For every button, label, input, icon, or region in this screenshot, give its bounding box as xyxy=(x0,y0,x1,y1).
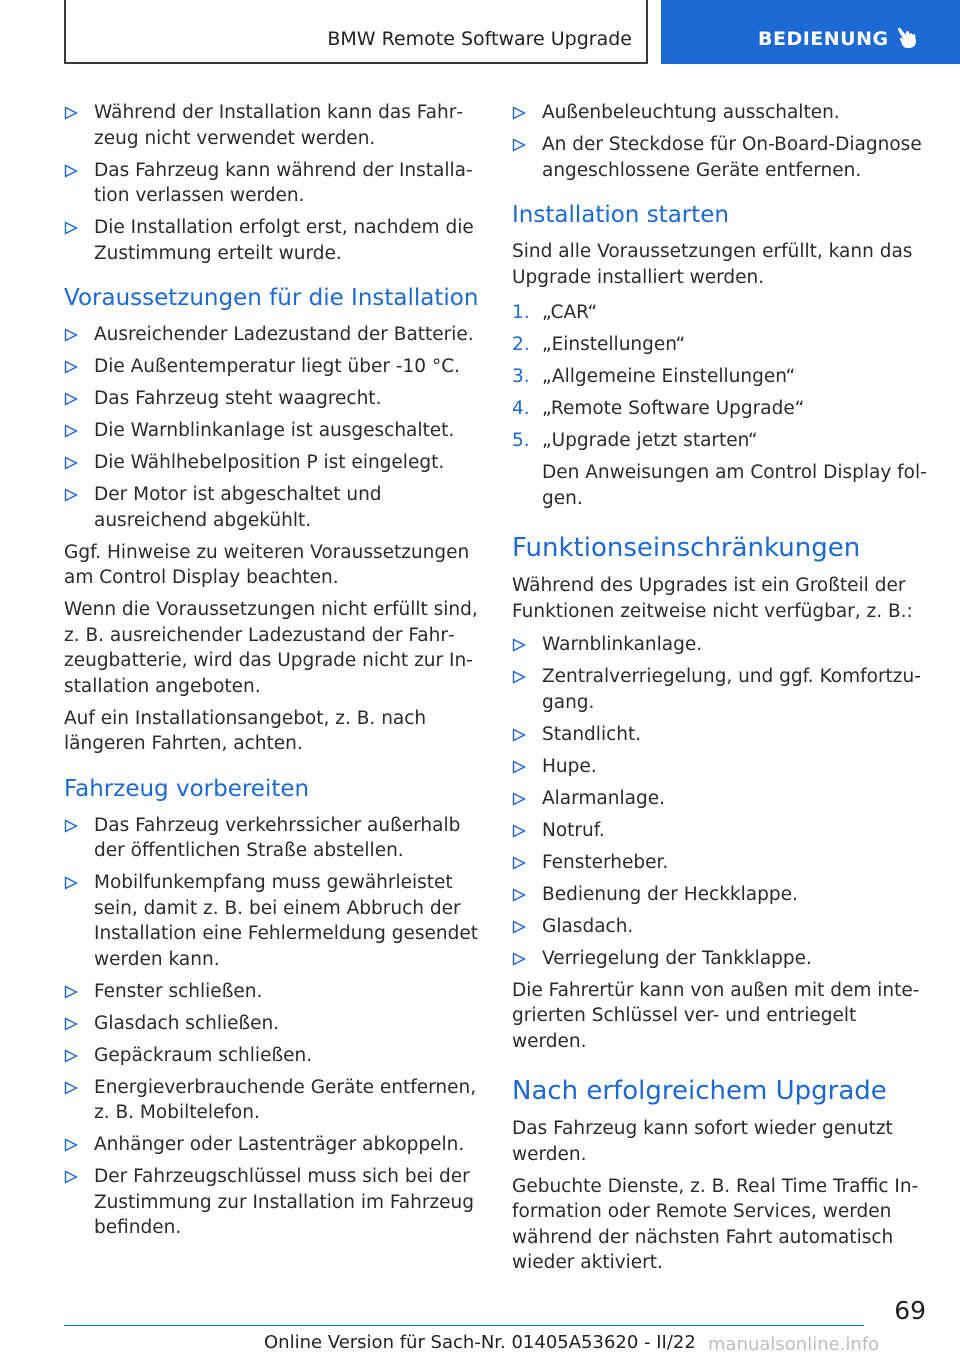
triangle-bullet-icon xyxy=(512,638,526,652)
list-item: Warnblinkanlage. xyxy=(512,632,932,658)
list-item: Die Installation erfolgt erst, nachdem die Zustimmung erteilt wurde. xyxy=(64,215,484,266)
list-item: An der Steckdose für On-Board-Diagnose angeschlossene Geräte entfernen. xyxy=(512,132,932,183)
step-item: 4. „Remote Software Upgrade“ xyxy=(512,396,932,422)
step-item: 5. „Upgrade jetzt starten“ xyxy=(512,428,932,454)
step-item: 3. „Allgemeine Einstellungen“ xyxy=(512,364,932,390)
list-item: Fensterheber. xyxy=(512,850,932,876)
list-item: Notruf. xyxy=(512,818,932,844)
list-item: Ausreichender Ladezustand der Batterie. xyxy=(64,322,484,348)
triangle-bullet-icon xyxy=(64,424,78,438)
triangle-bullet-icon xyxy=(64,106,78,120)
right-column xyxy=(512,100,932,1282)
triangle-bullet-icon xyxy=(64,1138,78,1152)
paragraph: Während des Upgrades ist ein Großteil der Funktionen zeitweise nicht verfügbar, z. B.: xyxy=(512,575,913,622)
list-item: Mobilfunkempfang muss gewährleistet sein, damit z. B. bei einem Abbruch der Installation eine Fehlermeldung gesendet werden kann. xyxy=(64,870,484,972)
heading-nach-erfolgreichem-upgrade: Nach erfolgreichem Upgrade xyxy=(512,1076,887,1106)
list-item: Das Fahrzeug verkehrssicher außerhalb der öffentlichen Straße abstellen. xyxy=(64,813,484,864)
paragraph: Die Fahrertür kann von außen mit dem integrierten Schlüssel ver- und entriegelt werden. xyxy=(512,979,920,1052)
list-item: Die Wählhebelposition P ist eingelegt. xyxy=(64,450,484,476)
list-item: Während der Installation kann das Fahrzeug nicht verwendet werden. xyxy=(64,100,484,151)
list-item: Die Warnblinkanlage ist ausgeschaltet. xyxy=(64,418,484,444)
triangle-bullet-icon xyxy=(64,360,78,374)
step-number: 3. xyxy=(512,366,530,387)
list-item: Anhänger oder Lastenträger abkoppeln. xyxy=(64,1132,484,1158)
paragraph: Sind alle Voraussetzungen erfüllt, kann das Upgrade installiert werden. xyxy=(512,241,913,288)
triangle-bullet-icon xyxy=(64,1017,78,1031)
step-number: 1. xyxy=(512,302,530,323)
step-item: 2. „Einstellungen“ xyxy=(512,332,932,358)
list-item: Zentralverriegelung, und ggf. Komfortzugang. xyxy=(512,664,932,715)
list-item: Das Fahrzeug kann während der Installation verlassen werden. xyxy=(64,158,484,209)
footer-divider xyxy=(64,1325,864,1326)
paragraph: Gebuchte Dienste, z. B. Real Time Traffic Information oder Remote Services, werden während der nächsten Fahrt automatisch wieder aktiviert. xyxy=(512,1175,919,1273)
list-item: Bedienung der Heckklappe. xyxy=(512,882,932,908)
triangle-bullet-icon xyxy=(512,106,526,120)
list-item: Glasdach schließen. xyxy=(64,1011,484,1037)
triangle-bullet-icon xyxy=(512,792,526,806)
triangle-bullet-icon xyxy=(64,392,78,406)
triangle-bullet-icon xyxy=(64,876,78,890)
triangle-bullet-icon xyxy=(512,760,526,774)
list-item: Der Motor ist abgeschaltet und ausreichend abgekühlt. xyxy=(64,482,484,533)
page-number: 69 xyxy=(894,1296,926,1325)
left-column xyxy=(64,100,484,1247)
step-note: Den Anweisungen am Control Display folgen. xyxy=(542,462,927,509)
triangle-bullet-icon xyxy=(64,488,78,502)
triangle-bullet-icon xyxy=(64,164,78,178)
funktion-list xyxy=(512,632,932,971)
list-item: Fenster schließen. xyxy=(64,979,484,1005)
steps-list xyxy=(512,300,932,511)
paragraph: Das Fahrzeug kann sofort wieder genutzt werden. xyxy=(512,1118,893,1165)
triangle-bullet-icon xyxy=(512,670,526,684)
list-item: Alarmanlage. xyxy=(512,786,932,812)
triangle-bullet-icon xyxy=(512,824,526,838)
list-item: Energieverbrauchende Geräte entfernen, z. B. Mobiltelefon. xyxy=(64,1075,484,1126)
triangle-bullet-icon xyxy=(64,456,78,470)
triangle-bullet-icon xyxy=(64,985,78,999)
triangle-bullet-icon xyxy=(64,1049,78,1063)
paragraph: Ggf. Hinweise zu weiteren Voraussetzungen am Control Display beachten. xyxy=(64,541,470,588)
list-item: Glasdach. xyxy=(512,914,932,940)
heading-installation-starten: Installation starten xyxy=(512,202,729,228)
list-item: Die Außentemperatur liegt über -10 °C. xyxy=(64,354,484,380)
triangle-bullet-icon xyxy=(512,952,526,966)
header-section-label: BEDIENUNG xyxy=(758,28,889,50)
list-item: Außenbeleuchtung ausschalten. xyxy=(512,100,932,126)
triangle-bullet-icon xyxy=(64,1170,78,1184)
heading-voraussetzungen: Voraussetzungen für die Installation xyxy=(64,285,479,311)
list-item: Verriegelung der Tankklappe. xyxy=(512,946,932,972)
step-number: 4. xyxy=(512,398,530,419)
list-item: Gepäckraum schließen. xyxy=(64,1043,484,1069)
triangle-bullet-icon xyxy=(512,856,526,870)
voraussetzungen-list xyxy=(64,322,484,533)
triangle-bullet-icon xyxy=(512,138,526,152)
list-item: Standlicht. xyxy=(512,722,932,748)
step-item: 1. „CAR“ xyxy=(512,300,932,326)
list-item: Hupe. xyxy=(512,754,932,780)
triangle-bullet-icon xyxy=(64,328,78,342)
header-title-box xyxy=(64,0,648,64)
triangle-bullet-icon xyxy=(64,1081,78,1095)
heading-fahrzeug-vorbereiten: Fahrzeug vorbereiten xyxy=(64,775,310,802)
header-title: BMW Remote Software Upgrade xyxy=(327,28,632,50)
watermark: manualsonline.info xyxy=(708,1334,880,1355)
intro-list xyxy=(64,100,484,266)
list-item: Der Fahrzeugschlüssel muss sich bei der Zustimmung zur Installation im Fahrzeug befinden. xyxy=(64,1164,484,1241)
triangle-bullet-icon xyxy=(512,920,526,934)
top-list xyxy=(512,100,932,183)
header-section-tab xyxy=(661,0,960,64)
paragraph: Wenn die Voraussetzungen nicht erfüllt sind, z. B. ausreichender Ladezustand der Fahrzeugbatterie, wird das Upgrade nicht zur Installation angeboten. xyxy=(64,599,478,697)
vorbereiten-list xyxy=(64,813,484,1241)
triangle-bullet-icon xyxy=(512,728,526,742)
triangle-bullet-icon xyxy=(64,819,78,833)
list-item: Das Fahrzeug steht waagrecht. xyxy=(64,386,484,412)
triangle-bullet-icon xyxy=(512,888,526,902)
hand-pointer-icon xyxy=(897,26,919,50)
step-number: 2. xyxy=(512,334,530,355)
triangle-bullet-icon xyxy=(64,221,78,235)
step-number: 5. xyxy=(512,430,530,451)
footer-text: Online Version für Sach-Nr. 01405A53620 - II/22 xyxy=(264,1332,696,1353)
paragraph: Auf ein Installationsangebot, z. B. nach längeren Fahrten, achten. xyxy=(64,707,427,754)
heading-funktionseinschraenkungen: Funktionseinschränkungen xyxy=(512,533,861,563)
